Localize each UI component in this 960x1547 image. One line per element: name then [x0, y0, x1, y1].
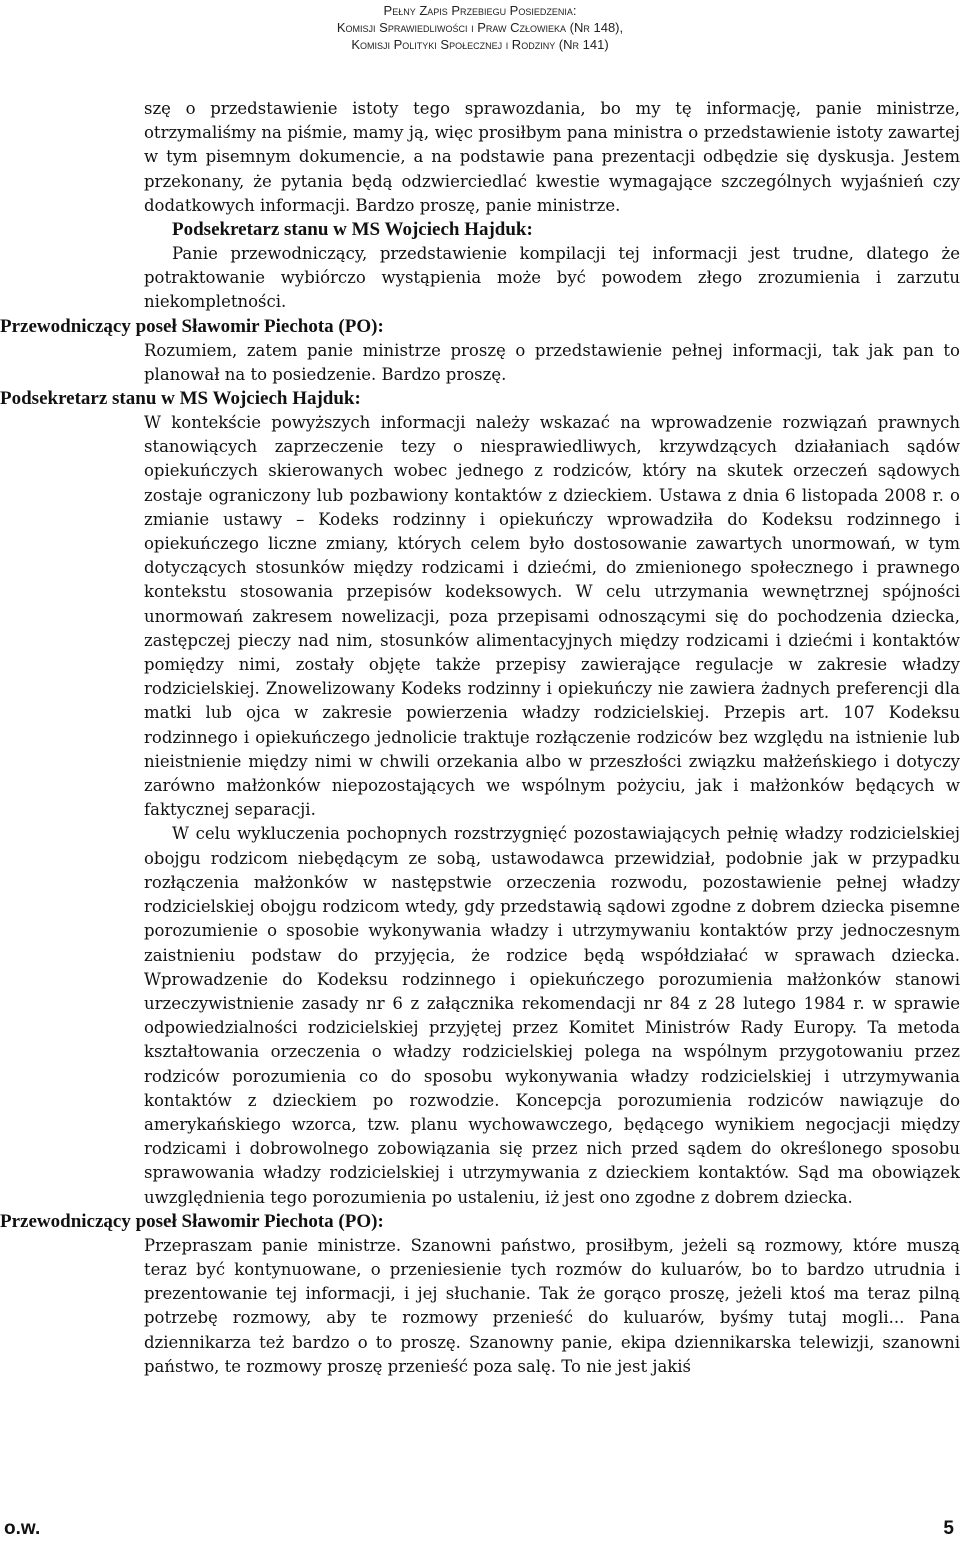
paragraph: W celu wykluczenia pochopnych rozstrzygnięć pozostawiających pełnię władzy rodzicielskiej obojgu rodzicom niebędącym ze sobą, ustawodawca przewidział, podobnie jak w przypadku rozłączenia małżonków w następstwie orzeczenia rozwodu, pozostawienie pełnej władzy rodzicielskiej obojgu rodzicom wtedy, gdy przedstawią sądowi zgodne z dobrem dziecka pisemne porozumienie o sposobie wykonywania władzy i utrzymywaniu kontaktów przy jednoczesnym zaistnieniu podstaw do przyjęcia, że rodzice będą współdziałać w sprawach dziecka. Wprowadzenie do Kodeksu rodzinnego i opiekuńczego porozumienia małżonków stanowi urzeczywistnienie zasady nr 6 z załącznika rekomendacji nr 84 z 28 lutego 1984 r. w sprawie odpowiedzialności rodzicielskiej przyjętej przez Komitet Ministrów Rady Europy. Ta metoda kształtowania orzeczenia o władzy rodzicielskiej polega na wspólnym przygotowaniu przez rodziców porozumienia co do sposobu wykonywania władzy rodzicielskiej i utrzymywania kontaktów z dzieckiem po rozwodzie. Koncepcja porozumienia rodziców nawiązuje do amerykańskiego wzorca, tzw. planu wychowawczego, będącego wynikiem negocjacji między rodzicami i dobrowolnego zobowiązania się przez nich przed sądem do określonego sposobu sprawowania władzy rodzicielskiej i utrzymywania z dzieckiem kontaktów. Sąd ma obowiązek uwzględnienia tego porozumienia po ustaleniu, iż jest ono zgodne z dobrem dziecka.: [144, 824, 960, 1207]
speaker-heading: Przewodniczący poseł Sławomir Piechota (PO):: [0, 315, 384, 337]
transcript-body: [0, 97, 960, 1379]
page-footer: [0, 1518, 960, 1544]
paragraph: Panie przewodniczący, przedstawienie kompilacji tej informacji jest trudne, dlatego że potraktowanie wybiórczo wystąpienia może być powodem złego zrozumienia i zarzutu niekompletności.: [144, 244, 960, 312]
speaker-heading: Podsekretarz stanu w MS Wojciech Hajduk:: [0, 388, 361, 410]
paragraph: W kontekście powyższych informacji należy wskazać na wprowadzenie rozwiązań prawnych stanowiących zaprzeczenie tezy o niesprawiedliwych, krzywdzących działaniach sądów opiekuńczych skierowanych wobec jednego z rodziców, który na skutek orzeczeń sądowych zostaje ograniczony lub pozbawiony kontaktów z dzieckiem. Ustawa z dnia 6 listopada 2008 r. o zmianie ustawy – Kodeks rodzinny i opiekuńczy wprowadziła do Kodeksu rodzinnego i opiekuńczego liczne zmiany, których celem było dostosowanie zawartych unormowań, w tym dotyczących stosunków między rodzicami i dziećmi, do zmienionego społecznego i prawnego kontekstu stosowania przepisów kodeksowych. W celu utrzymania wewnętrznej spójności unormowań zakresem nowelizacji, poza przepisami odnoszącymi się do pochodzenia dziecka, zastępczej pieczy nad nim, stosunków alimentacyjnych między rodzicami i dziećmi i kontaktów pomiędzy nimi, zostały objęte także przepisy zawierające regulacje w zakresie władzy rodzicielskiej. Znowelizowany Kodeks rodzinny i opiekuńczy nie zawiera żadnych preferencji dla matki lub ojca w zakresie powierzenia władzy rodzicielskiej. Przepis art. 107 Kodeksu rodzinnego i opiekuńczego jednolicie traktuje rozłączenie rodziców bez względu na istnienie lub nieistnienie między nimi w chwili orzekania albo w przeszłości związku małżeńskiego i dotyczy zarówno małżonków niepozostających we wspólnym pożyciu, jak i małżonków będących w faktycznej separacji.: [144, 413, 960, 820]
header-line-committee-2: Komisji Polityki Społecznej i Rodziny (Nr 141): [351, 37, 609, 52]
footer-mark: o.w.: [4, 1518, 41, 1539]
page-number: 5: [943, 1518, 954, 1539]
speaker-heading: Przewodniczący poseł Sławomir Piechota (PO):: [0, 1210, 384, 1232]
header-line-committee-1: Komisji Sprawiedliwości i Praw Człowieka (Nr 148),: [336, 20, 624, 35]
header-line-title: Pełny Zapis Przebiegu Posiedzenia:: [383, 3, 577, 18]
paragraph: szę o przedstawienie istoty tego sprawozdania, bo my tę informację, panie ministrze, otrzymaliśmy na piśmie, mamy ją, więc prosiłbym pana ministra o przedstawienie istoty zawartej w tym pisemnym dokumencie, a na podstawie pana prezentacji odbędzie się dyskusja. Jestem przekonany, że pytania będą odzwierciedlać kwestie wymagające szczególnych wyjaśnień czy dodatkowych informacji. Bardzo proszę, panie ministrze.: [144, 99, 960, 215]
paragraph: Przepraszam panie ministrze. Szanowni państwo, prosiłbym, jeżeli są rozmowy, które muszą teraz być kontynuowane, o przeniesienie tych rozmów do kuluarów, bo to bardzo utrudnia i prezentowanie tej informacji, i jej słuchanie. Tak że gorąco proszę, jeżeli ktoś ma teraz pilną potrzebę rozmowy, aby te rozmowy przenieść do kuluarów, byśmy tutaj mogli... Pana dziennikarza też bardzo o to proszę. Szanowny panie, ekipa dziennikarska telewizji, szanowni państwo, te rozmowy proszę przenieść poza salę. To nie jest jakiś: [144, 1235, 960, 1376]
paragraph: Rozumiem, zatem panie ministrze proszę o przedstawienie pełnej informacji, tak jak pan to planował na to posiedzenie. Bardzo proszę.: [144, 340, 960, 384]
speaker-heading: Podsekretarz stanu w MS Wojciech Hajduk:: [172, 219, 533, 241]
page-header: [0, 2, 960, 53]
